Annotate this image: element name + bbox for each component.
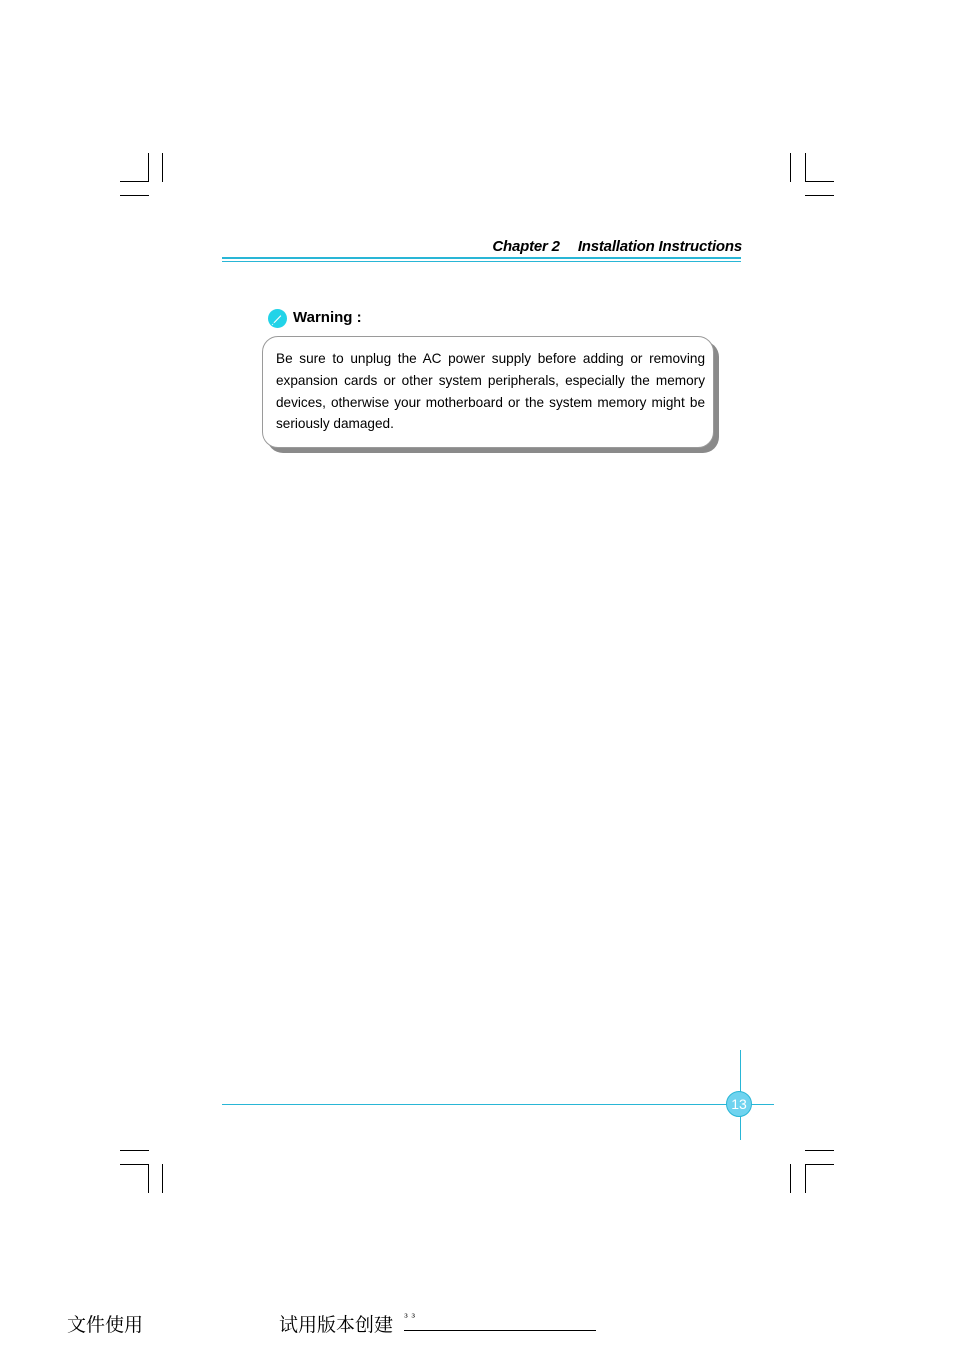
crop-mark [148,1164,149,1193]
crop-mark [162,1164,163,1193]
footer-rule [222,1104,774,1105]
crop-mark [805,1164,806,1193]
crop-mark [148,153,149,182]
header-rule [222,257,741,259]
watermark-superscript: ³ ³ [404,1313,416,1324]
chapter-title: Installation Instructions [577,238,742,255]
crop-mark [805,153,806,182]
crop-mark [805,1164,834,1165]
crop-mark [805,181,834,182]
chapter-label: Chapter 2 [492,238,560,255]
page-header [440,238,742,255]
crop-mark [120,181,149,182]
page-number: 13 [731,1096,747,1112]
crop-mark [805,1150,834,1151]
crop-mark [120,195,149,196]
crop-mark [805,195,834,196]
crop-mark [790,153,791,182]
warning-title: Warning : [293,309,362,326]
watermark-underline [404,1330,596,1331]
header-rule-thin [222,261,741,262]
crop-mark [790,1164,791,1193]
watermark-left: 文件使用 [67,1314,144,1336]
warning-text: Be sure to unplug the AC power supply before adding or removing expansion cards or other system peripherals, especially the memory devices, otherwise your motherboard or the system memory might be seriously damaged. [276,351,705,432]
crop-mark [162,153,163,182]
crop-mark [120,1164,149,1165]
pen-icon [268,309,287,328]
crop-mark [120,1150,149,1151]
watermark-right: 试用版本创建 [279,1314,394,1336]
